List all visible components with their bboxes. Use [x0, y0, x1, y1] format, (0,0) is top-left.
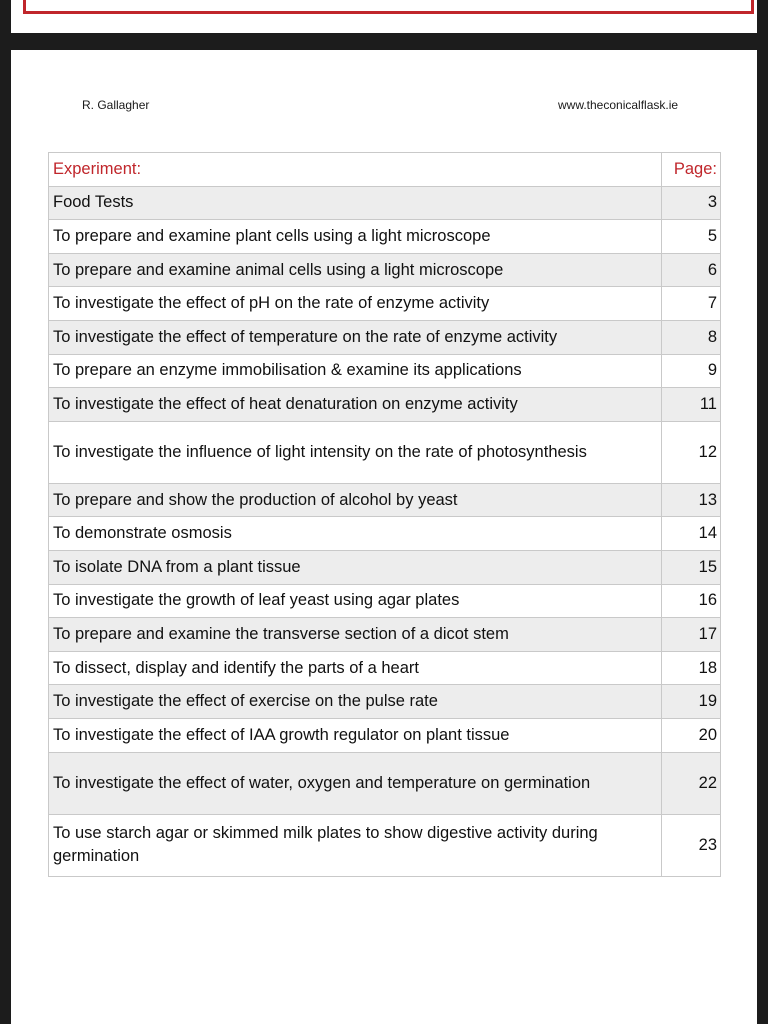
table-row: [49, 220, 721, 254]
experiment-cell: To prepare and examine animal cells using a light microscope: [49, 253, 662, 287]
page-cell: 18: [662, 651, 721, 685]
experiment-cell: To investigate the effect of exercise on the pulse rate: [49, 685, 662, 719]
author-name: R. Gallagher: [82, 98, 150, 112]
experiment-cell: To demonstrate osmosis: [49, 517, 662, 551]
page-cell: 9: [662, 354, 721, 388]
table-row: [49, 651, 721, 685]
table-row: [49, 814, 721, 876]
contents-table: [48, 152, 721, 877]
table-row: [49, 421, 721, 483]
table-row: [49, 287, 721, 321]
table-row: [49, 752, 721, 814]
previous-page-bottom: [11, 0, 757, 33]
previous-page-red-frame: [23, 0, 754, 14]
table-row: [49, 320, 721, 354]
experiment-cell: To prepare and show the production of alcohol by yeast: [49, 483, 662, 517]
website-url: www.theconicalflask.ie: [558, 98, 679, 112]
experiment-cell: To prepare and examine plant cells using a light microscope: [49, 220, 662, 254]
page-cell: 13: [662, 483, 721, 517]
page-cell: 15: [662, 550, 721, 584]
page-cell: 6: [662, 253, 721, 287]
page-cell: 19: [662, 685, 721, 719]
table-row: [49, 483, 721, 517]
page-cell: 16: [662, 584, 721, 618]
table-row: [49, 354, 721, 388]
page-cell: 12: [662, 421, 721, 483]
page-cell: 3: [662, 186, 721, 220]
experiment-column-header: Experiment:: [49, 153, 662, 187]
page-cell: 22: [662, 752, 721, 814]
table-row: [49, 550, 721, 584]
experiment-cell: To prepare an enzyme immobilisation & examine its applications: [49, 354, 662, 388]
experiment-cell: To investigate the effect of temperature on the rate of enzyme activity: [49, 320, 662, 354]
experiment-cell: To dissect, display and identify the parts of a heart: [49, 651, 662, 685]
table-row: [49, 584, 721, 618]
table-row: [49, 186, 721, 220]
experiment-cell: To use starch agar or skimmed milk plates to show digestive activity during germination: [49, 814, 662, 876]
experiment-cell: To investigate the effect of heat denaturation on enzyme activity: [49, 388, 662, 422]
table-row: [49, 517, 721, 551]
experiment-cell: To isolate DNA from a plant tissue: [49, 550, 662, 584]
experiment-cell: To investigate the growth of leaf yeast using agar plates: [49, 584, 662, 618]
page-cell: 20: [662, 718, 721, 752]
table-row: [49, 618, 721, 652]
page-cell: 7: [662, 287, 721, 321]
page-cell: 14: [662, 517, 721, 551]
experiment-cell: To investigate the effect of pH on the rate of enzyme activity: [49, 287, 662, 321]
table-header-row: [49, 153, 721, 187]
experiment-cell: To investigate the effect of water, oxygen and temperature on germination: [49, 752, 662, 814]
page-cell: 11: [662, 388, 721, 422]
page-cell: 17: [662, 618, 721, 652]
experiment-cell: Food Tests: [49, 186, 662, 220]
experiment-cell: To investigate the effect of IAA growth regulator on plant tissue: [49, 718, 662, 752]
page-cell: 23: [662, 814, 721, 876]
table-row: [49, 685, 721, 719]
page-column-header: Page:: [662, 153, 721, 187]
experiment-cell: To investigate the influence of light intensity on the rate of photosynthesis: [49, 421, 662, 483]
experiment-cell: To prepare and examine the transverse section of a dicot stem: [49, 618, 662, 652]
page-cell: 5: [662, 220, 721, 254]
document-page: [11, 50, 757, 1024]
table-row: [49, 718, 721, 752]
page-cell: 8: [662, 320, 721, 354]
table-row: [49, 388, 721, 422]
table-row: [49, 253, 721, 287]
